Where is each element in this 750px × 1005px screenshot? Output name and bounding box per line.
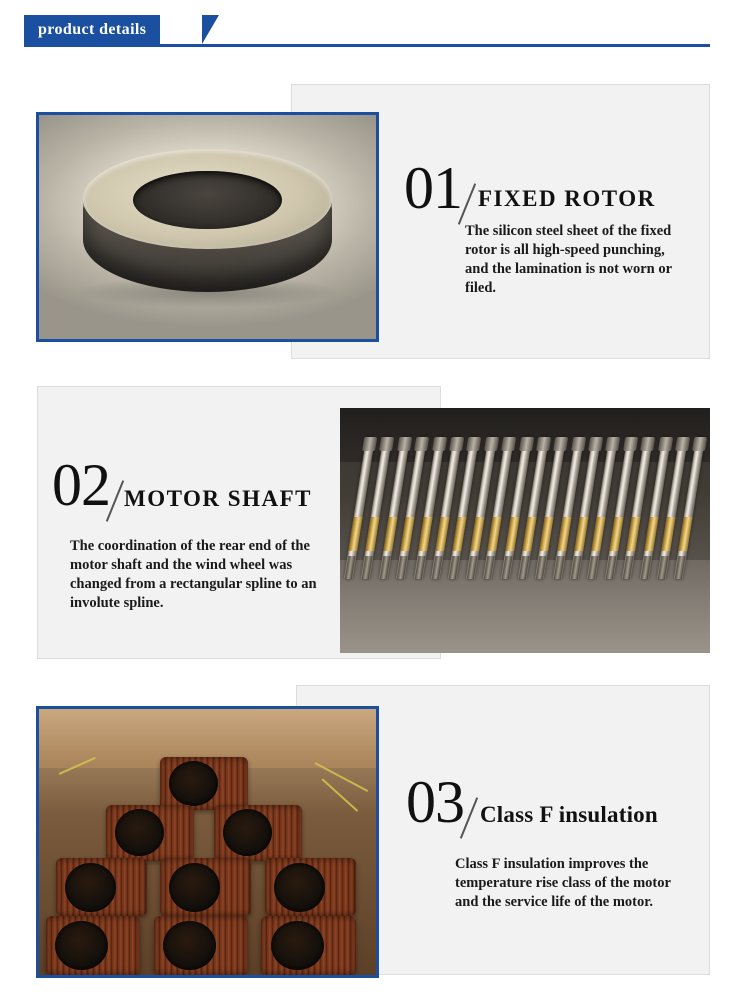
- stator-unit: [160, 858, 251, 917]
- rotor-bore: [133, 171, 281, 229]
- section-3-title: Class F insulation: [480, 802, 658, 827]
- section-1-number: 01: [404, 155, 462, 221]
- section-2-title: MOTOR SHAFT: [124, 486, 312, 511]
- section-2-body: The coordination of the rear end of the motor shaft and the wind wheel was changed from a rectangular spline to an involute spline.: [70, 538, 317, 611]
- shafts-group: [344, 437, 710, 579]
- section-3-body: Class F insulation improves the temperature rise class of the motor and the service life of the motor.: [455, 856, 671, 910]
- stator-unit: [160, 757, 248, 810]
- section-3-image: [36, 706, 379, 978]
- section-2-image: [340, 408, 710, 653]
- fixed-rotor-photo: [39, 115, 376, 339]
- section-2-number: 02: [52, 452, 110, 518]
- header-tab: [24, 15, 160, 44]
- stator-unit: [261, 916, 355, 975]
- page-header: [0, 0, 750, 56]
- stator-unit: [214, 805, 302, 861]
- stator-unit: [265, 858, 356, 917]
- stator-unit: [46, 916, 140, 975]
- header-divider: [24, 44, 710, 47]
- section-1-body: The silicon steel sheet of the fixed rotor is all high-speed punching, and the lamination is not worn or filed.: [465, 223, 672, 296]
- page-title: product details: [38, 20, 147, 38]
- section-2-heading: [52, 452, 312, 518]
- section-3-heading: [406, 769, 658, 835]
- motor-shaft-photo: [340, 408, 710, 653]
- stator-unit: [56, 858, 147, 917]
- section-1-title: FIXED ROTOR: [478, 186, 656, 211]
- stator-unit: [154, 916, 248, 975]
- section-1-image: [36, 112, 379, 342]
- stator-unit: [106, 805, 194, 861]
- section-1-heading: [404, 155, 656, 221]
- header-tab-notch-icon: [202, 15, 219, 44]
- section-3-number: 03: [406, 769, 464, 835]
- stators-photo: [39, 709, 376, 975]
